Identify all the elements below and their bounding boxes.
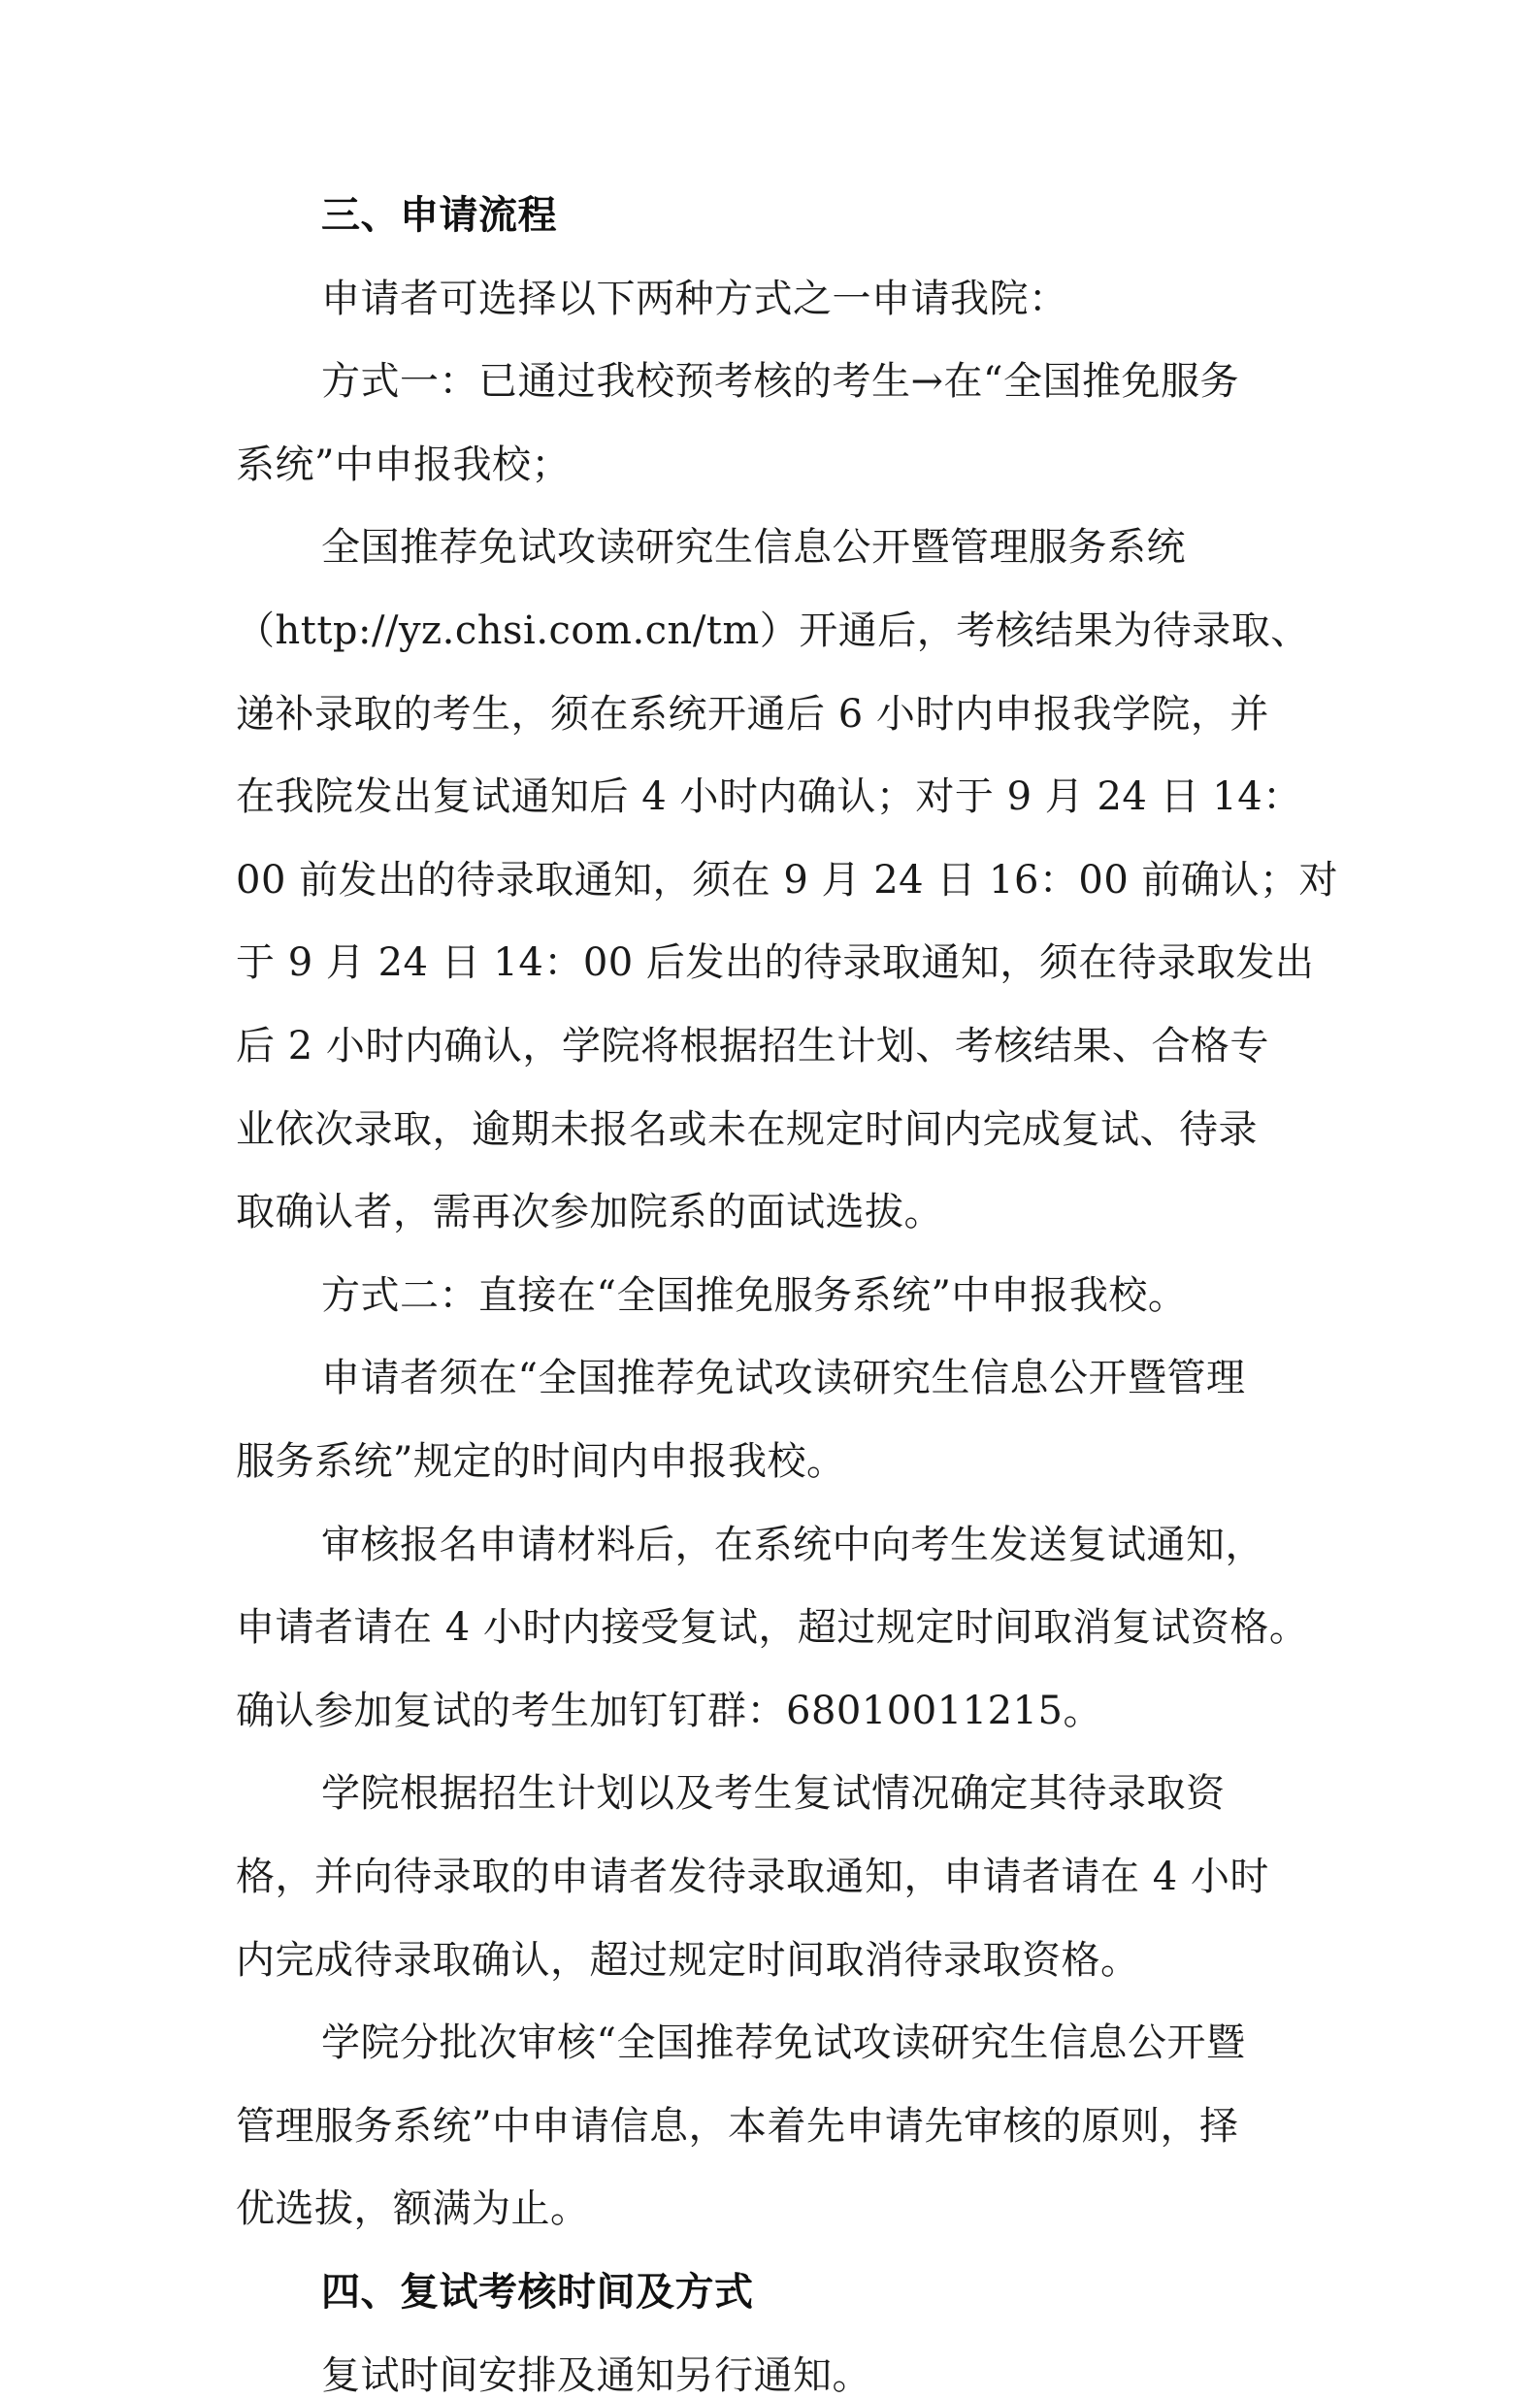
section-heading: 三、申请流程 <box>321 193 557 238</box>
text-line: 业依次录取，逾期未报名或未在规定时间内完成复试、待录 <box>236 1107 1258 1152</box>
text-line: 格，并向待录取的申请者发待录取通知，申请者请在 4 小时 <box>236 1855 1269 1899</box>
text-line: （http://yz.chsi.com.cn/tm）开通后，考核结果为待录取、 <box>236 608 1310 653</box>
section-heading: 四、复试考核时间及方式 <box>321 2270 754 2315</box>
text-line: 方式一：已通过我校预考核的考生→在“全国推免服务 <box>321 359 1239 404</box>
text-line: 确认参加复试的考生加钉钉群：68010011215。 <box>236 1689 1102 1733</box>
text-line: 复试时间安排及通知另行通知。 <box>321 2353 871 2398</box>
text-line: 申请者须在“全国推荐免试攻读研究生信息公开暨管理 <box>321 1356 1246 1400</box>
text-line: 后 2 小时内确认，学院将根据招生计划、考核结果、合格专 <box>236 1024 1269 1068</box>
text-line: 00 前发出的待录取通知，须在 9 月 24 日 16：00 前确认；对 <box>236 858 1339 903</box>
text-line: 在我院发出复试通知后 4 小时内确认；对于 9 月 24 日 14： <box>236 774 1302 819</box>
text-line: 全国推荐免试攻读研究生信息公开暨管理服务系统 <box>321 525 1186 570</box>
text-line: 学院根据招生计划以及考生复试情况确定其待录取资 <box>321 1771 1226 1816</box>
text-line: 申请者请在 4 小时内接受复试，超过规定时间取消复试资格。 <box>236 1605 1309 1650</box>
text-line: 学院分批次审核“全国推荐免试攻读研究生信息公开暨 <box>321 2021 1246 2065</box>
text-line: 优选拔，额满为止。 <box>236 2186 590 2231</box>
text-line: 取确认者，需再次参加院系的面试选拔。 <box>236 1190 943 1234</box>
text-line: 方式二：直接在“全国推免服务系统”中申报我校。 <box>321 1273 1188 1318</box>
text-line: 审核报名申请材料后，在系统中向考生发送复试通知， <box>321 1523 1264 1567</box>
text-line: 于 9 月 24 日 14：00 后发出的待录取通知，须在待录取发出 <box>236 940 1315 985</box>
text-line: 服务系统”规定的时间内申报我校。 <box>236 1439 846 1484</box>
text-line: 系统”中申报我校； <box>236 443 571 487</box>
text-line: 管理服务系统”中申请信息，本着先申请先审核的原则，择 <box>236 2104 1239 2149</box>
text-line: 递补录取的考生，须在系统开通后 6 小时内申报我学院，并 <box>236 692 1269 737</box>
text-line: 申请者可选择以下两种方式之一申请我院： <box>321 277 1068 321</box>
text-line: 内完成待录取确认，超过规定时间取消待录取资格。 <box>236 1938 1140 1983</box>
